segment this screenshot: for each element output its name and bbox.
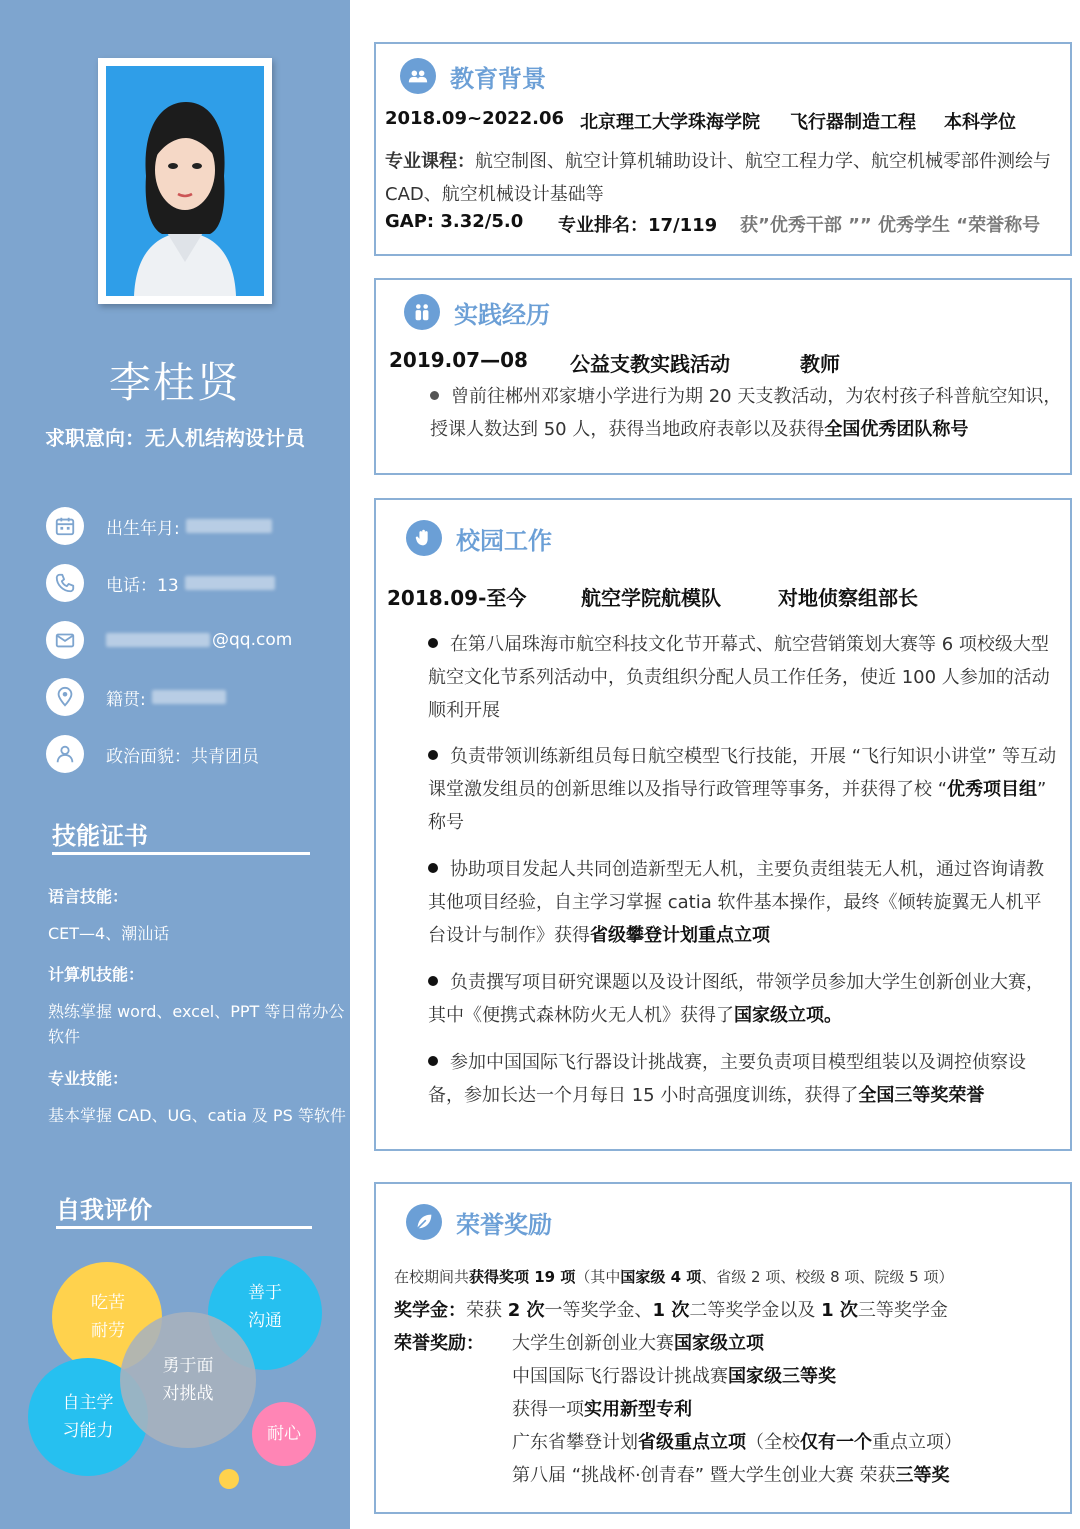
campus-header — [406, 520, 552, 556]
professional-skill-label: 专业技能： — [48, 1069, 129, 1088]
photo-frame — [98, 58, 272, 304]
language-skill-label: 语言技能： — [48, 887, 129, 906]
honors-summary: 在校期间共获得奖项 19 项（其中国家级 4 项、省级 2 项、校级 8 项、院级 5 项） — [394, 1268, 954, 1286]
self-eval-divider — [56, 1226, 312, 1229]
location-pin-icon — [46, 678, 84, 716]
award-item-5: 第八届 “挑战杯·创青春” 暨大学生创业大赛 荣获三等奖 — [512, 1465, 950, 1486]
award-item-1: 大学生创新创业大赛国家级立项 — [512, 1333, 764, 1354]
team-icon — [404, 294, 440, 330]
mail-icon — [46, 621, 84, 659]
political-status: 政治面貌：共青团员 — [106, 746, 259, 767]
school-name: 北京理工大学珠海学院 — [580, 112, 760, 133]
campus-item-2: 负责带领训练新组员每日航空模型飞行技能，开展 “飞行知识小讲堂” 等互动课堂激发组员的创新思维以及指导行政管理等事务，并获得了校 “优秀项目组” 称号 — [428, 746, 1057, 833]
email-suffix: @qq.com — [212, 630, 293, 650]
skills-heading: 技能证书 — [52, 822, 148, 850]
bullet-dot — [428, 863, 438, 873]
campus-item-4: 负责撰写项目研究课题以及设计图纸，带领学员参加大学生创新创业大赛，其中《便携式森林防火无人机》获得了国家级立项。 — [428, 972, 1044, 1026]
birth-row — [46, 506, 272, 546]
birth-label: 出生年月: — [106, 518, 180, 539]
bubble-communication: 善于沟通 — [208, 1256, 322, 1370]
computer-skill-text: 熟练掌握 word、excel、PPT 等日常办公软件 — [48, 1002, 345, 1046]
skills-divider — [52, 852, 310, 855]
calendar-icon — [46, 507, 84, 545]
courses-label: 专业课程： — [385, 151, 475, 172]
scholarship-line: 奖学金：荣获 2 次一等奖学金、1 次二等奖学金以及 1 次三等奖学金 — [394, 1300, 948, 1321]
portrait-photo — [106, 66, 264, 296]
major-name: 飞行器制造工程 — [790, 112, 916, 133]
bullet-dot — [428, 750, 438, 760]
practice-description: 曾前往郴州邓家塘小学进行为期 20 天支教活动，为农村孩子科普航空知识，授课人数达到 50 人，获得当地政府表彰以及获得全国优秀团队称号 — [430, 386, 1062, 440]
honor-note: 获”优秀干部 ”” 优秀学生 “荣誉称号 — [740, 215, 1041, 236]
bullet-dot — [428, 638, 438, 648]
bullet-dot — [428, 1056, 438, 1066]
political-row — [46, 734, 259, 774]
courses-text: 航空制图、航空计算机辅助设计、航空工程力学、航空机械零部件测绘与 CAD、航空机械设计基础等 — [385, 151, 1051, 205]
major-rank: 专业排名：17/119 — [558, 215, 718, 236]
education-title: 教育背景 — [450, 64, 546, 93]
bubble-hardworking: 吃苦耐劳 — [52, 1262, 162, 1372]
phone-icon — [46, 564, 84, 602]
decorative-dot — [219, 1469, 239, 1489]
sidebar — [0, 0, 350, 1529]
bubble-challenge: 勇于面对挑战 — [120, 1312, 256, 1448]
graduates-icon — [400, 58, 436, 94]
origin-redacted — [152, 690, 226, 704]
gpa: GAP: 3.32/5.0 — [385, 211, 524, 232]
phone-redacted — [185, 576, 275, 590]
computer-skill-label: 计算机技能： — [48, 965, 145, 984]
practice-role: 教师 — [800, 352, 840, 376]
award-item-2: 中国国际飞行器设计挑战赛国家级三等奖 — [512, 1366, 836, 1387]
award-item-3: 获得一项实用新型专利 — [512, 1399, 692, 1420]
campus-item-5: 参加中国国际飞行器设计挑战赛，主要负责项目模型组装以及调控侦察设备，参加长达一个月每日 15 小时高强度训练，获得了全国三等奖荣誉 — [428, 1052, 1026, 1106]
degree: 本科学位 — [944, 112, 1016, 133]
person-icon — [46, 735, 84, 773]
education-section — [374, 42, 1072, 256]
phone-label: 电话：13 — [106, 575, 179, 596]
job-objective: 求职意向：无人机结构设计员 — [45, 426, 305, 450]
honors-title: 荣誉奖励 — [456, 1210, 552, 1239]
campus-period: 2018.09-至今 — [387, 586, 527, 610]
award-item-4: 广东省攀登计划省级重点立项（全校仅有一个重点立项） — [512, 1432, 962, 1453]
language-skill-text: CET—4、潮汕话 — [48, 924, 170, 943]
campus-item-1: 在第八届珠海市航空科技文化节开幕式、航空营销策划大赛等 6 项校级大型航空文化节系列活动中，负责组织分配人员工作任务，使近 100 人参加的活动顺利开展 — [428, 634, 1050, 721]
honors-header — [406, 1204, 552, 1240]
practice-section — [374, 278, 1072, 475]
bullet-dot — [430, 391, 439, 400]
leaf-icon — [406, 1204, 442, 1240]
bubble-self-learning: 自主学习能力 — [28, 1358, 148, 1476]
honors-section — [374, 1182, 1072, 1514]
campus-org: 航空学院航模队 — [581, 586, 721, 610]
awards-label: 荣誉奖励： — [394, 1333, 484, 1354]
practice-title: 实践经历 — [454, 300, 550, 329]
self-eval-heading: 自我评价 — [56, 1196, 152, 1224]
campus-section — [374, 498, 1072, 1151]
birth-redacted — [186, 519, 272, 533]
hand-icon — [406, 520, 442, 556]
courses-paragraph — [385, 145, 1069, 211]
practice-activity: 公益支教实践活动 — [570, 352, 730, 376]
phone-row — [46, 563, 275, 603]
practice-header — [404, 294, 550, 330]
practice-period: 2019.07—08 — [389, 348, 528, 372]
email-redacted — [106, 633, 210, 647]
campus-role: 对地侦察组部长 — [778, 586, 918, 610]
education-header — [400, 58, 546, 94]
origin-row — [46, 677, 226, 717]
bubble-patience: 耐心 — [252, 1402, 316, 1466]
origin-label: 籍贯: — [106, 689, 146, 710]
campus-item-3: 协助项目发起人共同创造新型无人机，主要负责组装无人机，通过咨询请教其他项目经验，自主学习掌握 catia 软件基本操作，最终《倾转旋翼无人机平台设计与制作》获得省级攀登计划重点立项 — [428, 859, 1044, 946]
education-period: 2018.09~2022.06 — [385, 108, 565, 129]
portrait-illustration — [106, 66, 264, 296]
bullet-dot — [428, 976, 438, 986]
email-row — [46, 620, 292, 660]
candidate-name: 李桂贤 — [108, 358, 241, 407]
professional-skill-text: 基本掌握 CAD、UG、catia 及 PS 等软件 — [48, 1106, 346, 1125]
campus-title: 校园工作 — [456, 526, 552, 555]
